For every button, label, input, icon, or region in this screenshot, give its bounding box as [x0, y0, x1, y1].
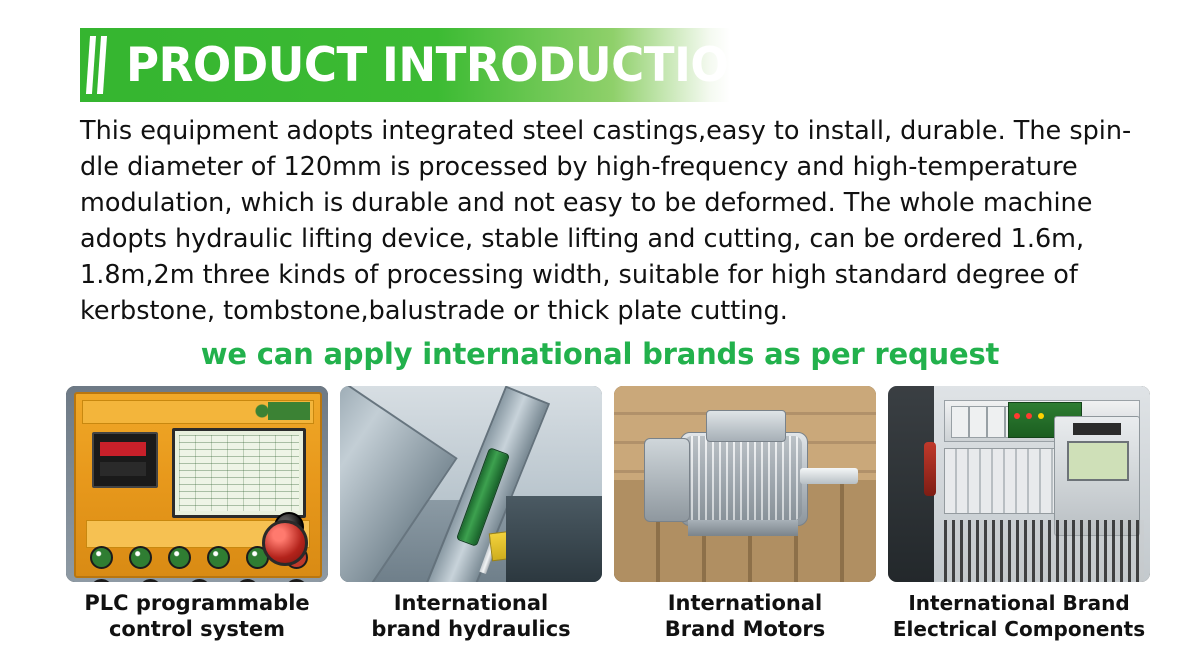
electrical-cabinet-photo	[888, 386, 1150, 582]
paragraph-line: dle diameter of 120mm is processed by high-frequency and high-temperature	[80, 152, 1078, 182]
caption-line: Electrical Components	[892, 617, 1146, 641]
brand-card-caption	[665, 590, 825, 642]
paragraph-line: adopts hydraulic lifting device, stable lifting and cutting, can be ordered 1.6m,	[80, 224, 1085, 254]
intro-paragraph	[80, 113, 1158, 329]
caption-line: PLC programmable	[84, 591, 310, 615]
brands-subheading: we can apply international brands as per request	[200, 337, 1000, 371]
page-title: PRODUCT INTRODUCTION	[126, 37, 766, 93]
brand-card-caption	[371, 590, 570, 642]
paragraph-line: 1.8m,2m three kinds of processing width, suitable for high standard degree of	[80, 260, 1078, 290]
caption-line: International	[393, 591, 549, 615]
plc-control-panel-photo	[66, 386, 328, 582]
paragraph-line: kerbstone, tombstone,balustrade or thick plate cutting.	[80, 296, 788, 326]
brand-card	[888, 386, 1150, 642]
section-header-banner	[80, 28, 766, 102]
caption-line: Brand Motors	[664, 617, 826, 641]
caption-line: International	[667, 591, 823, 615]
brand-card-caption	[84, 590, 309, 642]
brand-card-caption	[893, 590, 1145, 642]
hydraulic-cylinder-photo	[340, 386, 602, 582]
header-accent-bars-icon	[88, 36, 110, 94]
caption-line: control system	[108, 617, 285, 641]
caption-line: International Brand	[908, 591, 1130, 615]
brand-card	[66, 386, 328, 642]
paragraph-line: modulation, which is durable and not easy to be deformed. The whole machine	[80, 188, 1093, 218]
electric-motor-photo	[614, 386, 876, 582]
caption-line: brand hydraulics	[371, 617, 571, 641]
brand-card	[614, 386, 876, 642]
brand-cards-row	[66, 386, 1146, 642]
brand-card	[340, 386, 602, 642]
paragraph-line: This equipment adopts integrated steel castings,easy to install, durable. The spin-	[80, 116, 1132, 146]
